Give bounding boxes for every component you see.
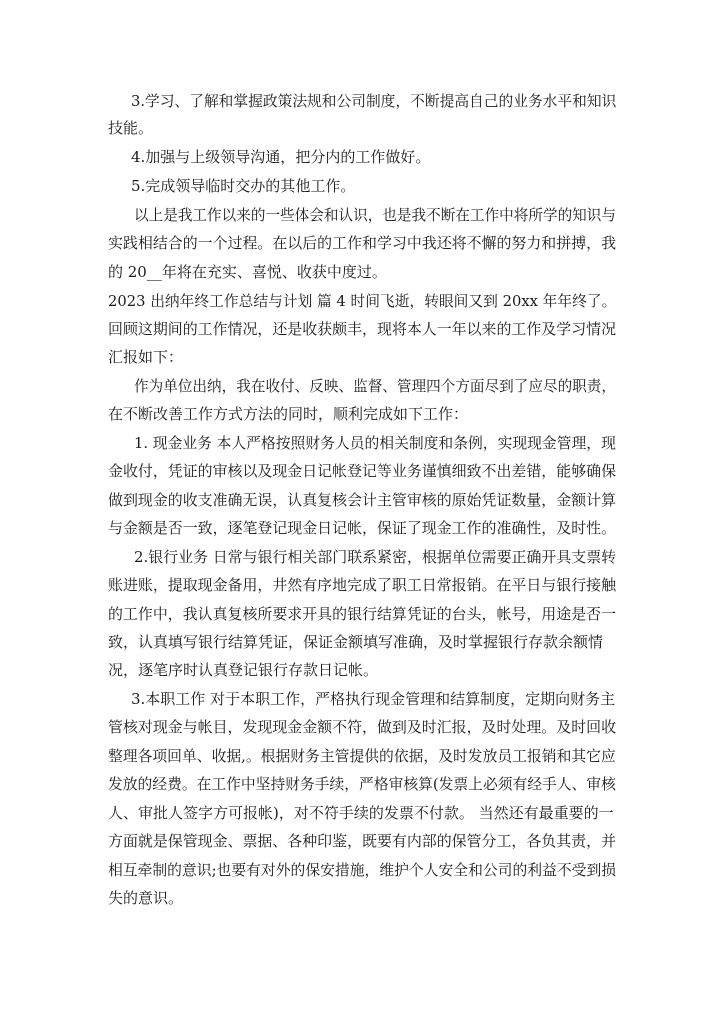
text-line: 5.完成领导临时交办的其他工作。 — [131, 177, 356, 195]
text-line: 1. 现金业务 本人严格按照财务人员的相关制度和条例，实现现金管理，现 — [134, 434, 616, 452]
text-line: 的 20__年将在充实、喜悦、收获中度过。 — [108, 263, 387, 281]
text-line: 实践相结合的一个过程。在以后的工作和学习中我还将不懈的努力和拼搏，我 — [108, 234, 617, 252]
text-line: 相互牵制的意识;也要有对外的保安措施，维护个人安全和公司的利益不受到损 — [108, 861, 617, 879]
text-line: 技能。 — [108, 119, 154, 137]
text-line: 以上是我工作以来的一些体会和认识，也是我不断在工作中将所学的知识与 — [134, 206, 616, 224]
text-line: 在不断改善工作方式方法的同时，顺利完成如下工作： — [108, 405, 469, 423]
text-line: 作为单位出纳，我在收付、反映、监督、管理四个方面尽到了应尽的职责， — [134, 377, 616, 395]
text-line: 账进账，提取现金备用，井然有序地完成了职工日常报销。在平日与银行接触 — [108, 576, 617, 594]
text-line: 失的意识。 — [108, 889, 184, 907]
text-line: 与金额是否一致，逐笔登记现金日记帐，保证了现金工作的准确性，及时性。 — [108, 519, 617, 537]
text-line: 发放的经费。在工作中坚持财务手续，严格审核算(发票上必须有经手人、审核 — [108, 775, 616, 793]
text-line: 做到现金的收支准确无误，认真复核会计主管审核的原始凭证数量，金额计算 — [108, 491, 617, 509]
text-line: 整理各项回单、收据,。根据财务主管提供的依据，及时发放员工报销和其它应 — [108, 747, 616, 765]
text-line: 回顾这期间的工作情况，还是收获颇丰，现将本人一年以来的工作及学习情况 — [108, 320, 617, 338]
section-heading-line: 2023 出纳年终工作总结与计划 篇 4 时间飞逝，转眼间又到 20xx 年年终了。 — [108, 292, 617, 310]
text-line: 人、审批人签字方可报帐)，对不符手续的发票不付款。 当然还有最重要的一 — [108, 804, 614, 822]
text-line: 方面就是保管现金、票据、各种印鉴，既要有内部的保管分工，各负其责，并 — [108, 832, 617, 850]
text-line: 汇报如下： — [108, 348, 184, 366]
text-line: 况，逐笔序时认真登记银行存款日记帐。 — [108, 661, 379, 679]
text-line: 致，认真填写银行结算凭证，保证金额填写准确，及时掌握银行存款余额情 — [108, 633, 604, 651]
text-line: 3.学习、了解和掌握政策法规和公司制度，不断提高自己的业务水平和知识 — [131, 92, 617, 110]
text-line: 金收付，凭证的审核以及现金日记帐登记等业务谨慎细致不出差错，能够确保 — [108, 462, 617, 480]
text-line: 4.加强与上级领导沟通，把分内的工作做好。 — [131, 148, 431, 166]
text-line: 3.本职工作 对于本职工作，严格执行现金管理和结算制度，定期向财务主 — [131, 690, 616, 708]
text-line: 的工作中，我认真复核所要求开具的银行结算凭证的台头，帐号，用途是否一 — [108, 605, 617, 623]
text-line: 2.银行业务 日常与银行相关部门联系紧密，根据单位需要正确开具支票转 — [134, 548, 617, 566]
text-line: 管核对现金与帐目，发现现金金额不符，做到及时汇报，及时处理。及时回收 — [108, 718, 617, 736]
